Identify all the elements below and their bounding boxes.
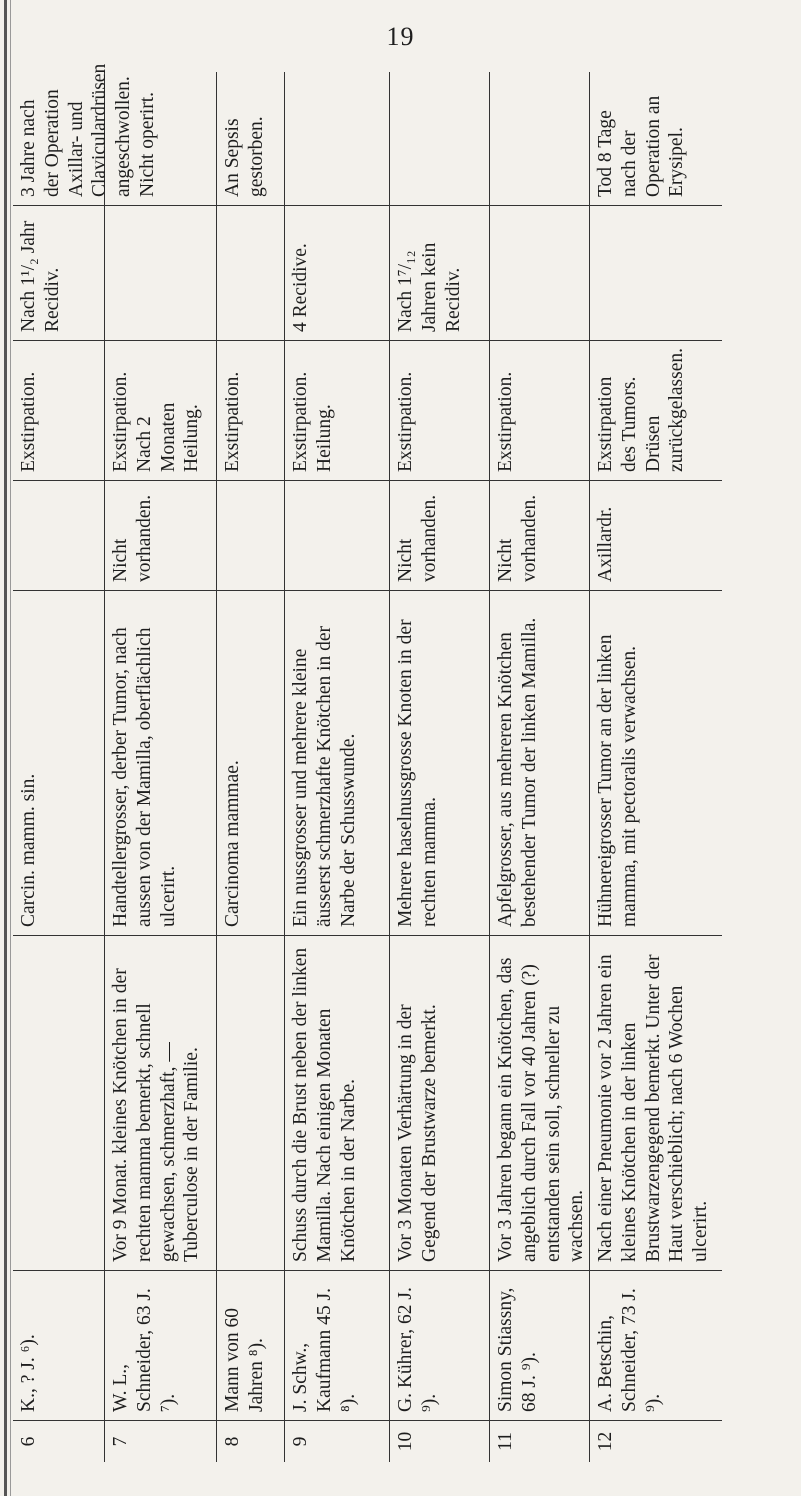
diagnosis: Carcinoma mammae. [217, 590, 284, 935]
diagnosis: Handtellergrosser, derber Tumor, nach aussen von der Mamilla, oberflächlich ulcerirt. [105, 590, 216, 935]
glands: Nicht vorhanden. [105, 480, 216, 590]
outcome [490, 72, 589, 205]
case-number: 8 [217, 1420, 284, 1462]
case-number: 10 [390, 1420, 489, 1462]
outcome: Tod 8 Tage nach der Operation an Erysipel. [595, 95, 688, 197]
operation: Exstirpation des Tumors. Drüsen zurückgelassen. [590, 340, 722, 480]
outcome: 3 Jahre nach der Operation Axillar- und Claviculardrüsen angeschwollen. Nicht operirt. [18, 63, 158, 197]
recidive: Nach 1⁷/₁₂ Jahren kein Recidiv. [390, 205, 489, 340]
operation: Exstirpation. [390, 340, 489, 480]
case-number: 7 [105, 1420, 216, 1462]
operation: Exstirpation. Nach 2 Monaten Heilung. [105, 340, 216, 480]
history: Vor 9 Monat. kleines Knötchen in der rechten mamma bemerkt, schnell gewachsen, schmerzhaft, — Tuberculose in der Familie. [105, 935, 216, 1270]
diagnosis: Carcin. mamm. sin. [13, 590, 104, 935]
diagnosis: Hühnereigrosser Tumor an der linken mamma, mit pectoralis verwachsen. [590, 590, 722, 935]
glands [217, 480, 284, 590]
operation: Exstirpation. [490, 340, 589, 480]
glands [285, 480, 389, 590]
patient: K., ? J. ⁶). [13, 1270, 104, 1420]
glands: Nicht vorhanden. [390, 480, 489, 590]
operation: Exstirpation. Heilung. [285, 340, 389, 480]
patient: W. L., Schneider, 63 J. ⁷). [105, 1270, 216, 1420]
outcome [390, 72, 489, 205]
recidive [490, 205, 589, 340]
patient: Simon Stiassny, 68 J. ⁹). [490, 1270, 589, 1420]
history: Vor 3 Monaten Verhärtung in der Gegend der Brustwarze bemerkt. [390, 935, 489, 1270]
table-row [105, 72, 217, 1462]
history: Nach einer Pneumonie vor 2 Jahren ein kleines Knötchen in der linken Brustwarzengegend bemerkt. Unter der Haut verschieblich; nach 6 Wochen ulcerirt. [590, 935, 722, 1270]
patient: Mann von 60 Jahren ⁸). [217, 1270, 284, 1420]
glands [13, 480, 104, 590]
page-edge-rule [4, 0, 7, 1496]
patient: G. Kührer, 62 J. ⁹). [390, 1270, 489, 1420]
page-number: 19 [386, 22, 415, 51]
outcome [285, 72, 389, 205]
operation: Exstirpation. [217, 340, 284, 480]
recidive [105, 205, 216, 340]
diagnosis: Ein nussgrosser und mehrere kleine äusserst schmerzhafte Knötchen in der Narbe der Schusswunde. [285, 590, 389, 935]
case-number: 11 [490, 1420, 589, 1462]
history [13, 935, 104, 1270]
table-row [390, 72, 490, 1462]
case-number: 12 [590, 1420, 722, 1462]
page-edge-rule-thin [10, 0, 11, 1496]
patient: J. Schw., Kaufmann 45 J. ⁸). [285, 1270, 389, 1420]
recidive: Nach 1¹/₂ Jahr Recidiv. [13, 205, 104, 340]
diagnosis: Apfelgrosser, aus mehreren Knötchen bestehender Tumor der linken Mamilla. [490, 590, 589, 935]
history: Schuss durch die Brust neben der linken Mamilla. Nach einigen Monaten Knötchen in der Narbe. [285, 935, 389, 1270]
outcome [105, 72, 216, 205]
case-table [13, 63, 765, 1462]
glands: Nicht vorhanden. [490, 480, 589, 590]
case-number: 9 [285, 1420, 389, 1462]
recidive: 4 Recidive. [285, 205, 389, 340]
table-row [490, 72, 590, 1462]
history [217, 935, 284, 1270]
table-row [590, 72, 722, 1462]
outcome: An Sepsis gestorben. [222, 116, 267, 197]
patient: A. Betschin, Schneider, 73 J. ⁹). [590, 1270, 722, 1420]
case-number: 6 [13, 1420, 104, 1462]
recidive [217, 205, 284, 340]
diagnosis: Mehrere haselnussgrosse Knoten in der rechten mamma. [390, 590, 489, 935]
glands: Axillardr. [590, 480, 722, 590]
operation: Exstirpation. [13, 340, 104, 480]
table-row [285, 72, 390, 1462]
recidive [590, 205, 722, 340]
table-row [217, 72, 285, 1462]
history: Vor 3 Jahren begann ein Knötchen, das angeblich durch Fall vor 40 Jahren (?) entstanden sein soll, schneller zu wachsen. [490, 935, 589, 1270]
